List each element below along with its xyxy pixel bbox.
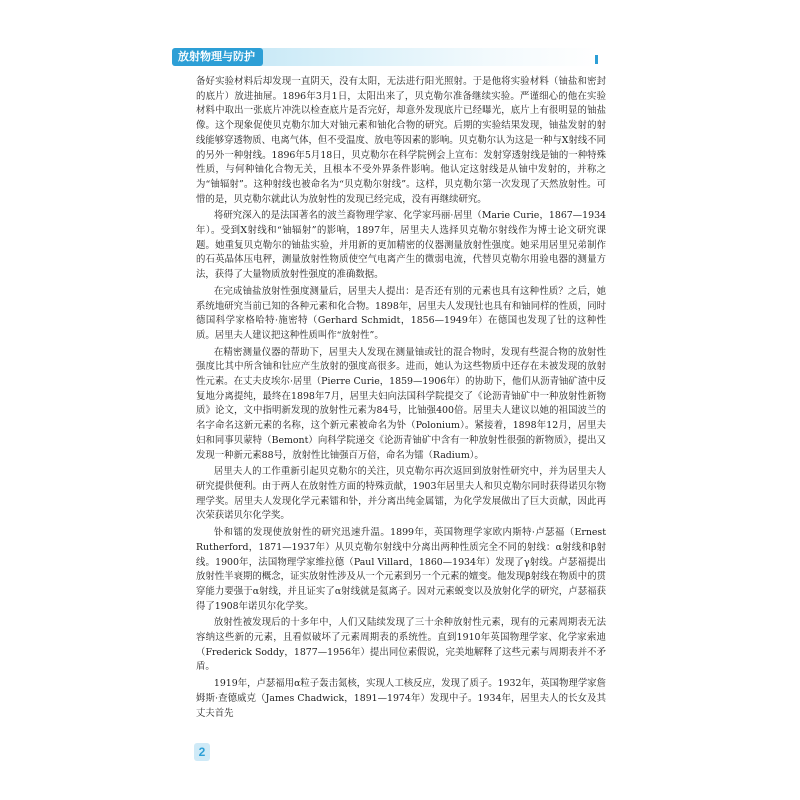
paragraph: 将研究深入的是法国著名的波兰裔物理学家、化学家玛丽·居里（Marie Curie，1867—1934年）。受到X射线和“铀辐射”的影响，1897年，居里夫人选择贝克勒尔射线作为博士论文研究课题。她重复贝克勒尔的铀盐实验，并用新的更加精密的仪器测量放射性强度。她采用居里兄弟制作的石英晶体压电秤，测量放射性物质使空气电离产生的微弱电流，代替贝克勒尔用验电器的测量方法，获得了大量物质放射性强度的准确数据。	[196, 210, 606, 281]
paragraph: 1919年，卢瑟福用α粒子轰击氮核，实现人工核反应，发现了质子。1932年，英国物理学家詹姆斯·查德威克（James Chadwick，1891—1974年）发现中子。1934年，居里夫人的长女及其丈夫首先	[196, 678, 606, 719]
paragraph: 在完成铀盐放射性强度测量后，居里夫人提出：是否还有别的元素也具有这种性质？之后，她系统地研究当前已知的各种元素和化合物。1898年，居里夫人发现钍也具有和铀同样的性质，同时德国科学家格哈特·施密特（Gerhard Schmidt，1856—1949年）在德国也发现了钍的这种性质。居里夫人建议把这种性质叫作“放射性”。	[196, 285, 606, 341]
paragraph: 备好实验材料后却发现一直阴天，没有太阳，无法进行阳光照射。于是他将实验材料（铀盐和密封的底片）放进抽屉。1896年3月1日，太阳出来了，贝克勒尔准备继续实验。严谨细心的他在实验材料中取出一张底片冲洗以检查底片是否完好，却意外发现底片已经曝光，底片上有很明显的铀盐像。这个现象促使贝克勒尔加大对铀元素和铀化合物的研究。后期的实验结果发现，铀盐发射的射线能够穿透物质、电离气体，但不受温度、放电等因素的影响。贝克勒尔认为这是一种与X射线不同的另外一种射线。1896年5月18日，贝克勒尔在科学院例会上宣布：发射穿透射线是铀的一种特殊性质，与何种铀化合物无关，且根本不受外界条件影响。他认定这射线是从铀中发射的，并称之为“铀辐射”。这种射线也被命名为“贝克勒尔射线”。这样，贝克勒尔第一次发现了天然放射性。可惜的是，贝克勒尔就此认为放射性的发现已经完成，没有再继续研究。	[196, 76, 606, 205]
page-number: 2	[194, 743, 210, 761]
chapter-title: 放射物理与防护	[172, 48, 263, 66]
paragraph: 在精密测量仪器的帮助下，居里夫人发现在测量铀或钍的混合物时，发现有些混合物的放射性强度比其中所含铀和钍应产生放射的强度高很多。进而，她认为这些物质中还存在未被发现的放射性元素。在丈夫皮埃尔·居里（Pierre Curie，1859—1906年）的协助下，他们从沥青铀矿渣中反复地分离提纯，最终在1898年7月，居里夫妇向法国科学院提交了《论沥青铀矿中一种放射性新物质》论文，文中指明新发现的放射性元素为84号，比铀强400倍。居里夫人建议以她的祖国波兰的名字命名这新元素的名称，这个新元素被命名为钋（Polonium）。紧接着，1898年12月，居里夫妇和同事贝蒙特（Bemont）向科学院递交《论沥青铀矿中含有一种放射性很强的新物质》，提出又发现一种新元素88号，放射性比铀强百万倍，命名为镭（Radium）。	[196, 346, 606, 461]
paragraph: 钋和镭的发现使放射性的研究迅速升温。1899年，英国物理学家欧内斯特·卢瑟福（Ernest Rutherford，1871—1937年）从贝克勒尔射线中分离出两种性质完全不同的射线：α射线和β射线。1900年，法国物理学家维拉德（Paul Villard，1860—1934年）发现了γ射线。卢瑟福提出放射性半衰期的概念，证实放射性涉及从一个元素到另一个元素的嬗变。他发现β射线在物质中的贯穿能力要强于α射线，并且证实了α射线就是氦离子。因对元素蜕变以及放射化学的研究，卢瑟福获得了1908年诺贝尔化学奖。	[196, 527, 606, 612]
body-text	[196, 75, 606, 745]
header-tick-mark	[595, 55, 598, 64]
header-bar	[172, 48, 598, 66]
paragraph: 放射性被发现后的十多年中，人们又陆续发现了三十余种放射性元素，现有的元素周期表无法容纳这些新的元素，且看似破坏了元素周期表的系统性。直到1910年英国物理学家、化学家索迪（Frederick Soddy，1877—1956年）提出同位素假说，完美地解释了这些元素与周期表并不矛盾。	[196, 617, 606, 673]
paragraph: 居里夫人的工作重新引起贝克勒尔的关注，贝克勒尔再次返回到放射性研究中，并为居里夫人研究提供便利。由于两人在放射性方面的特殊贡献，1903年居里夫人和贝克勒尔同时获得诺贝尔物理学奖。居里夫人发现化学元素镭和钋，并分离出纯金属镭，为化学发展做出了巨大贡献，因此再次荣获诺贝尔化学奖。	[196, 466, 606, 522]
